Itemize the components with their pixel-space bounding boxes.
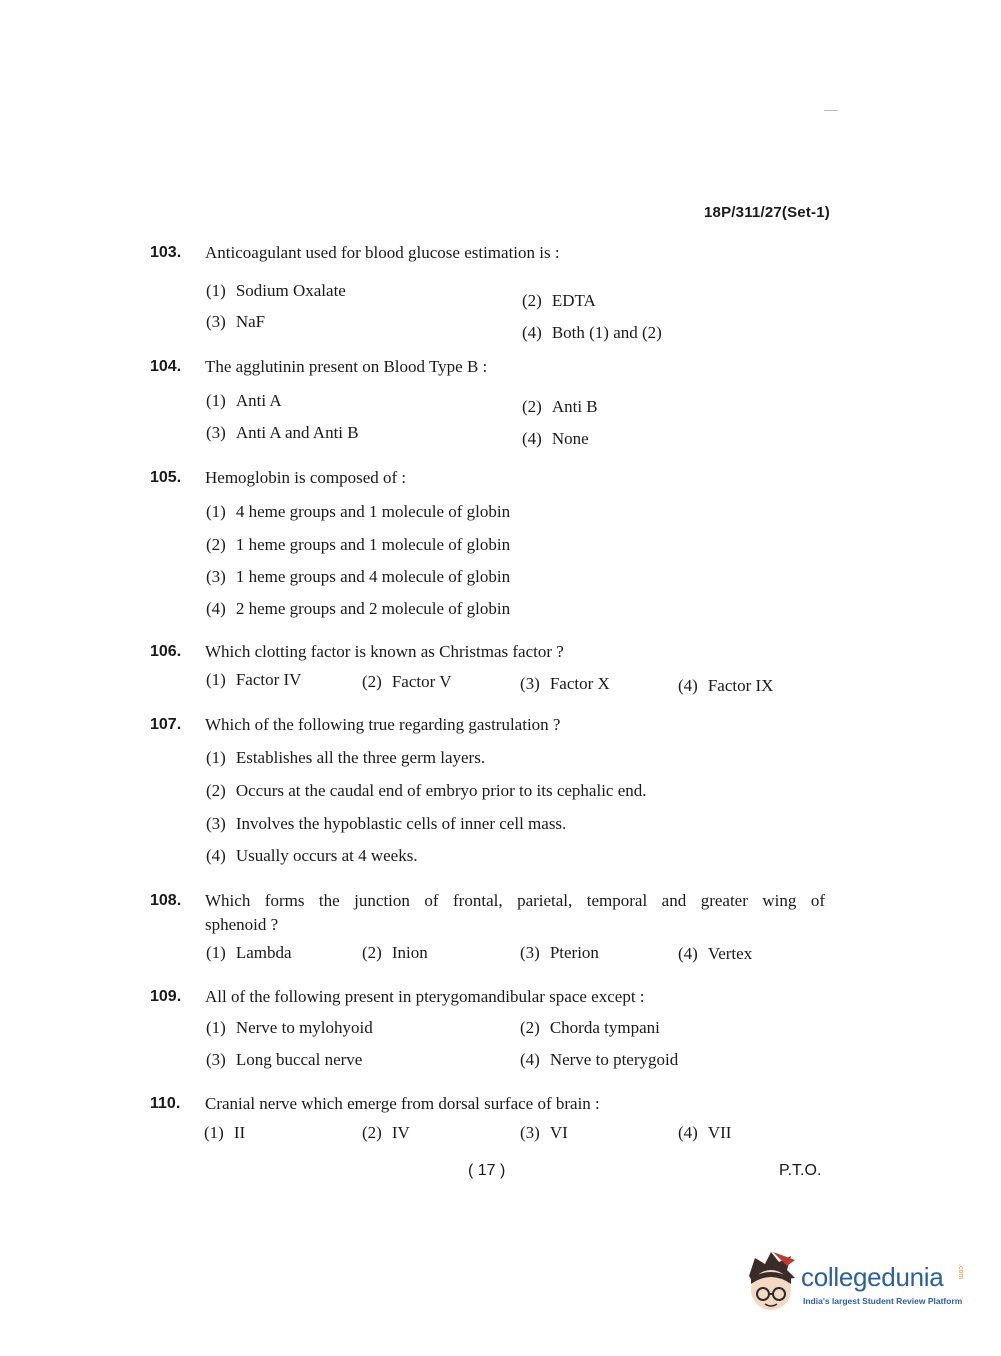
scan-mark [824,110,838,111]
paper-code: 18P/311/27(Set-1) [704,204,830,221]
question-text-continued: sphenoid ? [205,915,279,934]
option: (1) Nerve to mylohyoid [206,1018,373,1037]
question-number: 109. [150,988,182,1005]
question-text: All of the following present in pterygomandibular space except : [205,987,645,1006]
page-number: ( 17 ) [468,1162,506,1179]
brand-dotcom: .com [957,1264,964,1280]
question-text: Which of the following true regarding gastrulation ? [205,715,561,734]
question-text: Hemoglobin is composed of : [205,468,407,487]
question-108 [150,889,830,937]
question-number: 104. [150,358,182,375]
option: (2) EDTA [522,291,596,310]
option: (1) 4 heme groups and 1 molecule of globin [206,502,511,521]
option: (3) Factor X [520,674,610,693]
option: (2) Chorda tympani [520,1018,660,1037]
option: (4) Nerve to pterygoid [520,1050,679,1069]
mascot-icon [743,1248,801,1318]
option: (4) 2 heme groups and 2 molecule of globin [206,599,511,618]
option: (2) IV [362,1123,410,1142]
question-number: 103. [150,244,182,261]
brand-tagline: India's largest Student Review Platform [803,1296,963,1306]
option: (1) Lambda [206,943,292,962]
option: (4) Usually occurs at 4 weeks. [206,846,418,865]
question-105 [150,466,830,490]
option: (1) Sodium Oxalate [206,281,346,300]
question-number: 110. [150,1095,181,1112]
option: (4) Both (1) and (2) [522,323,662,342]
option: (2) Anti B [522,397,598,416]
option: (4) Vertex [678,944,753,963]
collegedunia-watermark [743,1248,973,1318]
question-number: 107. [150,716,182,733]
option: (1) Anti A [206,391,282,410]
option: (4) Factor IX [678,676,774,695]
option: (3) Anti A and Anti B [206,423,359,442]
question-109 [150,985,830,1009]
question-number: 105. [150,469,182,486]
option: (4) None [522,429,589,448]
question-text: Anticoagulant used for blood glucose estimation is : [205,243,560,262]
pto-label: P.T.O. [779,1162,822,1179]
question-107 [150,713,830,737]
option: (2) Factor V [362,672,452,691]
option: (3) VI [520,1123,568,1142]
question-110 [150,1092,830,1116]
option: (3) Involves the hypoblastic cells of inner cell mass. [206,814,567,833]
option: (1) II [204,1123,246,1142]
option: (3) Pterion [520,943,599,962]
option: (3) Long buccal nerve [206,1050,363,1069]
question-text: Which forms the junction of frontal, parietal, temporal and greater wing of [205,891,825,910]
question-number: 106. [150,643,182,660]
option: (1) Establishes all the three germ layers. [206,748,486,767]
question-106 [150,640,830,664]
option: (2) 1 heme groups and 1 molecule of globin [206,535,511,554]
option: (4) VII [678,1123,732,1142]
question-103 [150,241,830,265]
option: (3) 1 heme groups and 4 molecule of globin [206,567,511,586]
question-text: Cranial nerve which emerge from dorsal surface of brain : [205,1094,600,1113]
question-text: Which clotting factor is known as Christmas factor ? [205,642,564,661]
option: (2) Occurs at the caudal end of embryo prior to its cephalic end. [206,781,647,800]
question-number: 108. [150,892,182,909]
option: (1) Factor IV [206,670,302,689]
option: (2) Inion [362,943,428,962]
question-104 [150,355,830,379]
brand-name: collegedunia [801,1262,944,1292]
question-text: The agglutinin present on Blood Type B : [205,357,488,376]
option: (3) NaF [206,312,266,331]
